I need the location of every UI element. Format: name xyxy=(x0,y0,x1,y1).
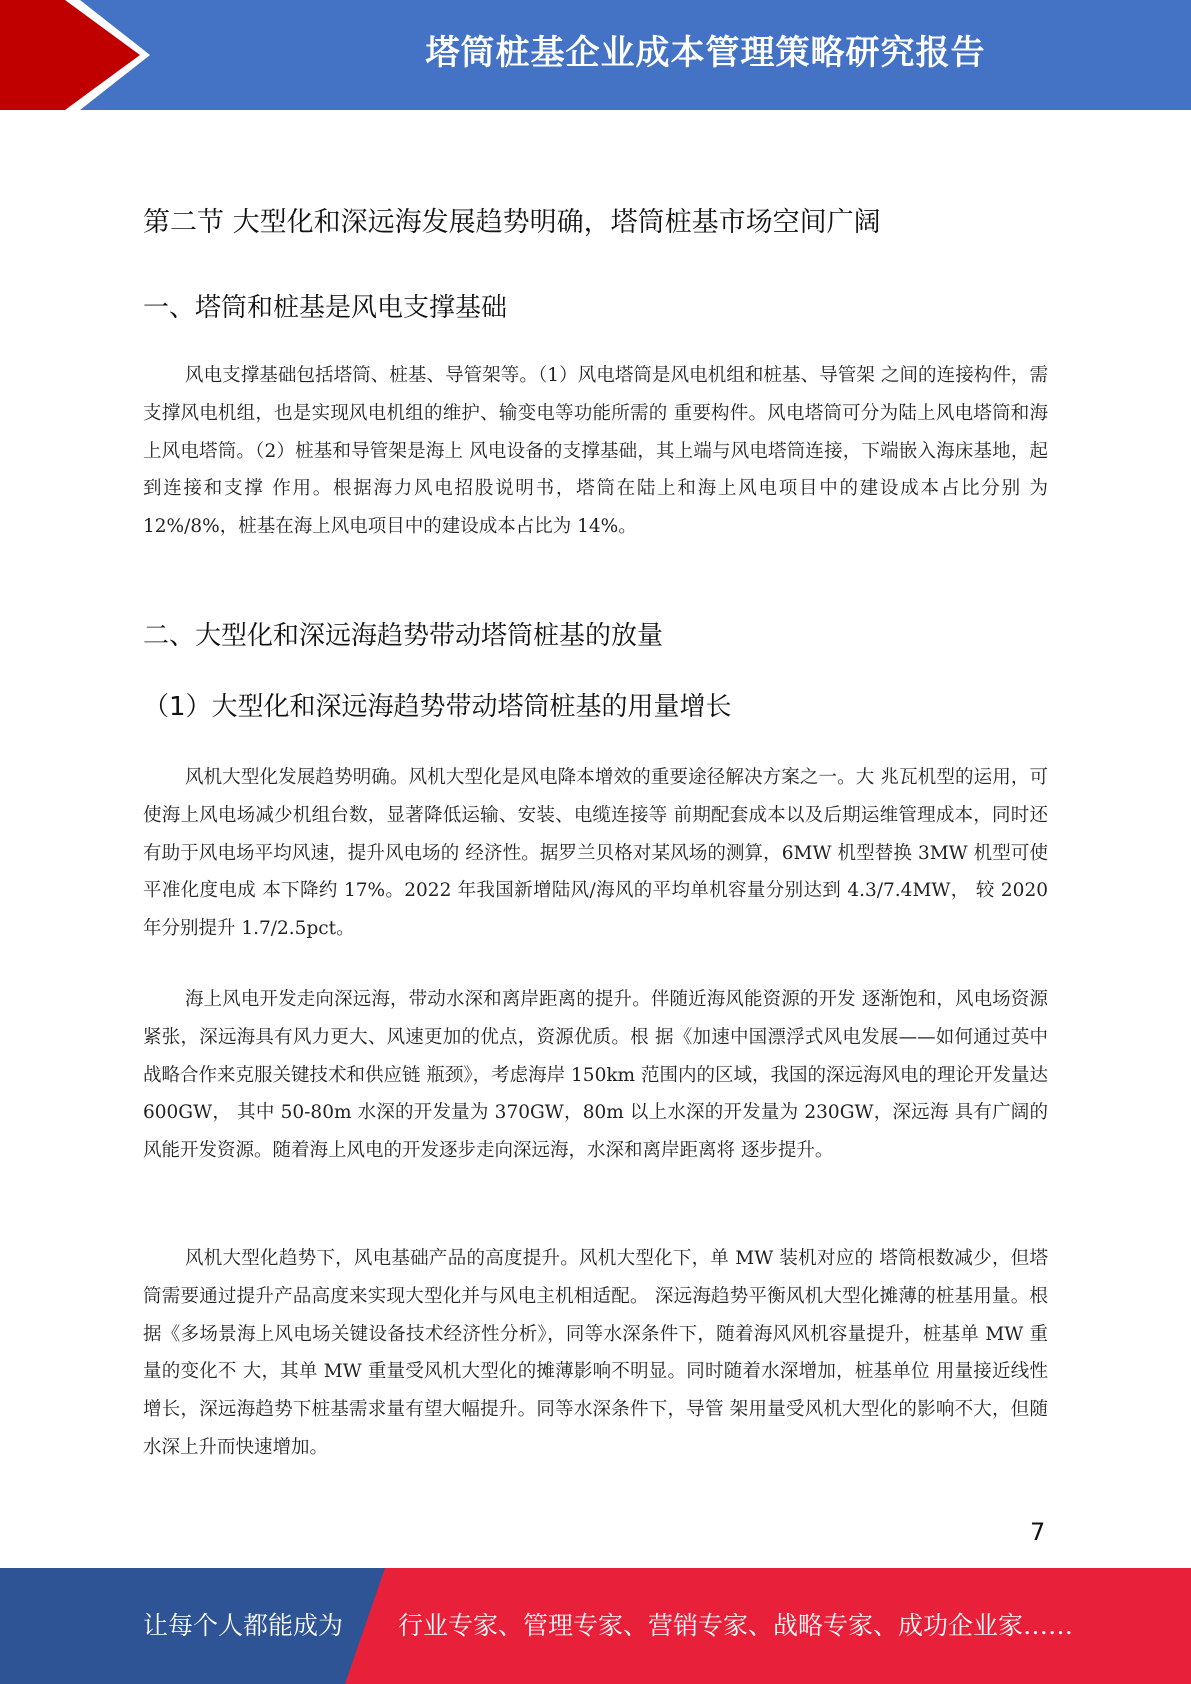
footer-banner xyxy=(0,1568,1191,1684)
heading-2: 二、大型化和深远海趋势带动塔筒桩基的放量 xyxy=(143,621,664,651)
header-chevron-logo xyxy=(0,0,160,110)
paragraph-4: 风机大型化趋势下，风电基础产品的高度提升。风机大型化下，单 MW 装机对应的 塔筒根数减少，但塔筒需要通过提升产品高度来实现大型化并与风电主机相适配。 深远海趋势平衡风机大型化摊薄的桩基用量。根据《多场景海上风电场关键设备技术经济性分析》，同等水深条件下，随着海风风机容量提升，桩基单 MW 重量的变化不 大，其单 MW 重量受风机大型化的摊薄影响不明显。同时随着水深增加，桩基单位 用量接近线性增长，深远海趋势下桩基需求量有望大幅提升。同等水深条件下，导管 架用量受风机大型化的影响不大，但随水深上升而快速增加。 xyxy=(143,1248,1048,1458)
section-title: 第二节 大型化和深远海发展趋势明确，塔筒桩基市场空间广阔 xyxy=(143,207,881,238)
heading-2-1: （1）大型化和深远海趋势带动塔筒桩基的用量增长 xyxy=(143,692,732,722)
footer-slogan-left: 让每个人都能成为 xyxy=(143,1611,344,1640)
footer-slogan-right: 行业专家、管理专家、营销专家、战略专家、成功企业家…… xyxy=(398,1611,1074,1640)
page-number: 7 xyxy=(1030,1518,1046,1546)
report-title: 塔筒桩基企业成本管理策略研究报告 xyxy=(425,33,986,73)
paragraph-3: 海上风电开发走向深远海，带动水深和离岸距离的提升。伴随近海风能资源的开发 逐渐饱和，风电场资源紧张，深远海具有风力更大、风速更加的优点，资源优质。根 据《加速中国漂浮式风电发展——如何通过英中战略合作来克服关键技术和供应链 瓶颈》，考虑海岸 150km 范围内的区域，我国的深远海风电的理论开发量达 600GW， 其中 50-80m 水深的开发量为 370GW，80m 以上水深的开发量为 230GW，深远海 具有广阔的风能开发资源。随着海上风电的开发逐步走向深远海，水深和离岸距离将 逐步提升。 xyxy=(143,989,1048,1162)
paragraph-2: 风机大型化发展趋势明确。风机大型化是风电降本增效的重要途径解决方案之一。大 兆瓦机型的运用，可使海上风电场减少机组台数，显著降低运输、安装、电缆连接等 前期配套成本以及后期运维管理成本，同时还有助于风电场平均风速，提升风电场的 经济性。据罗兰贝格对某风场的测算，6MW 机型替换 3MW 机型可使平准化度电成 本下降约 17%。2022 年我国新增陆风/海风的平均单机容量分别达到 4.3/7.4MW， 较 2020 年分别提升 1.7/2.5pct。 xyxy=(143,767,1048,940)
paragraph-1: 风电支撑基础包括塔筒、桩基、导管架等。（1）风电塔筒是风电机组和桩基、导管架 之间的连接构件，需支撑风电机组，也是实现风电机组的维护、输变电等功能所需的 重要构件。风电塔筒可分为陆上风电塔筒和海上风电塔筒。（2）桩基和导管架是海上 风电设备的支撑基础，其上端与风电塔筒连接，下端嵌入海床基地，起到连接和支撑 作用。根据海力风电招股说明书，塔筒在陆上和海上风电项目中的建设成本占比分别 为 12%/8%，桩基在海上风电项目中的建设成本占比为 14%。 xyxy=(143,365,1048,538)
heading-1: 一、塔筒和桩基是风电支撑基础 xyxy=(143,293,508,323)
header-banner xyxy=(0,0,1191,110)
